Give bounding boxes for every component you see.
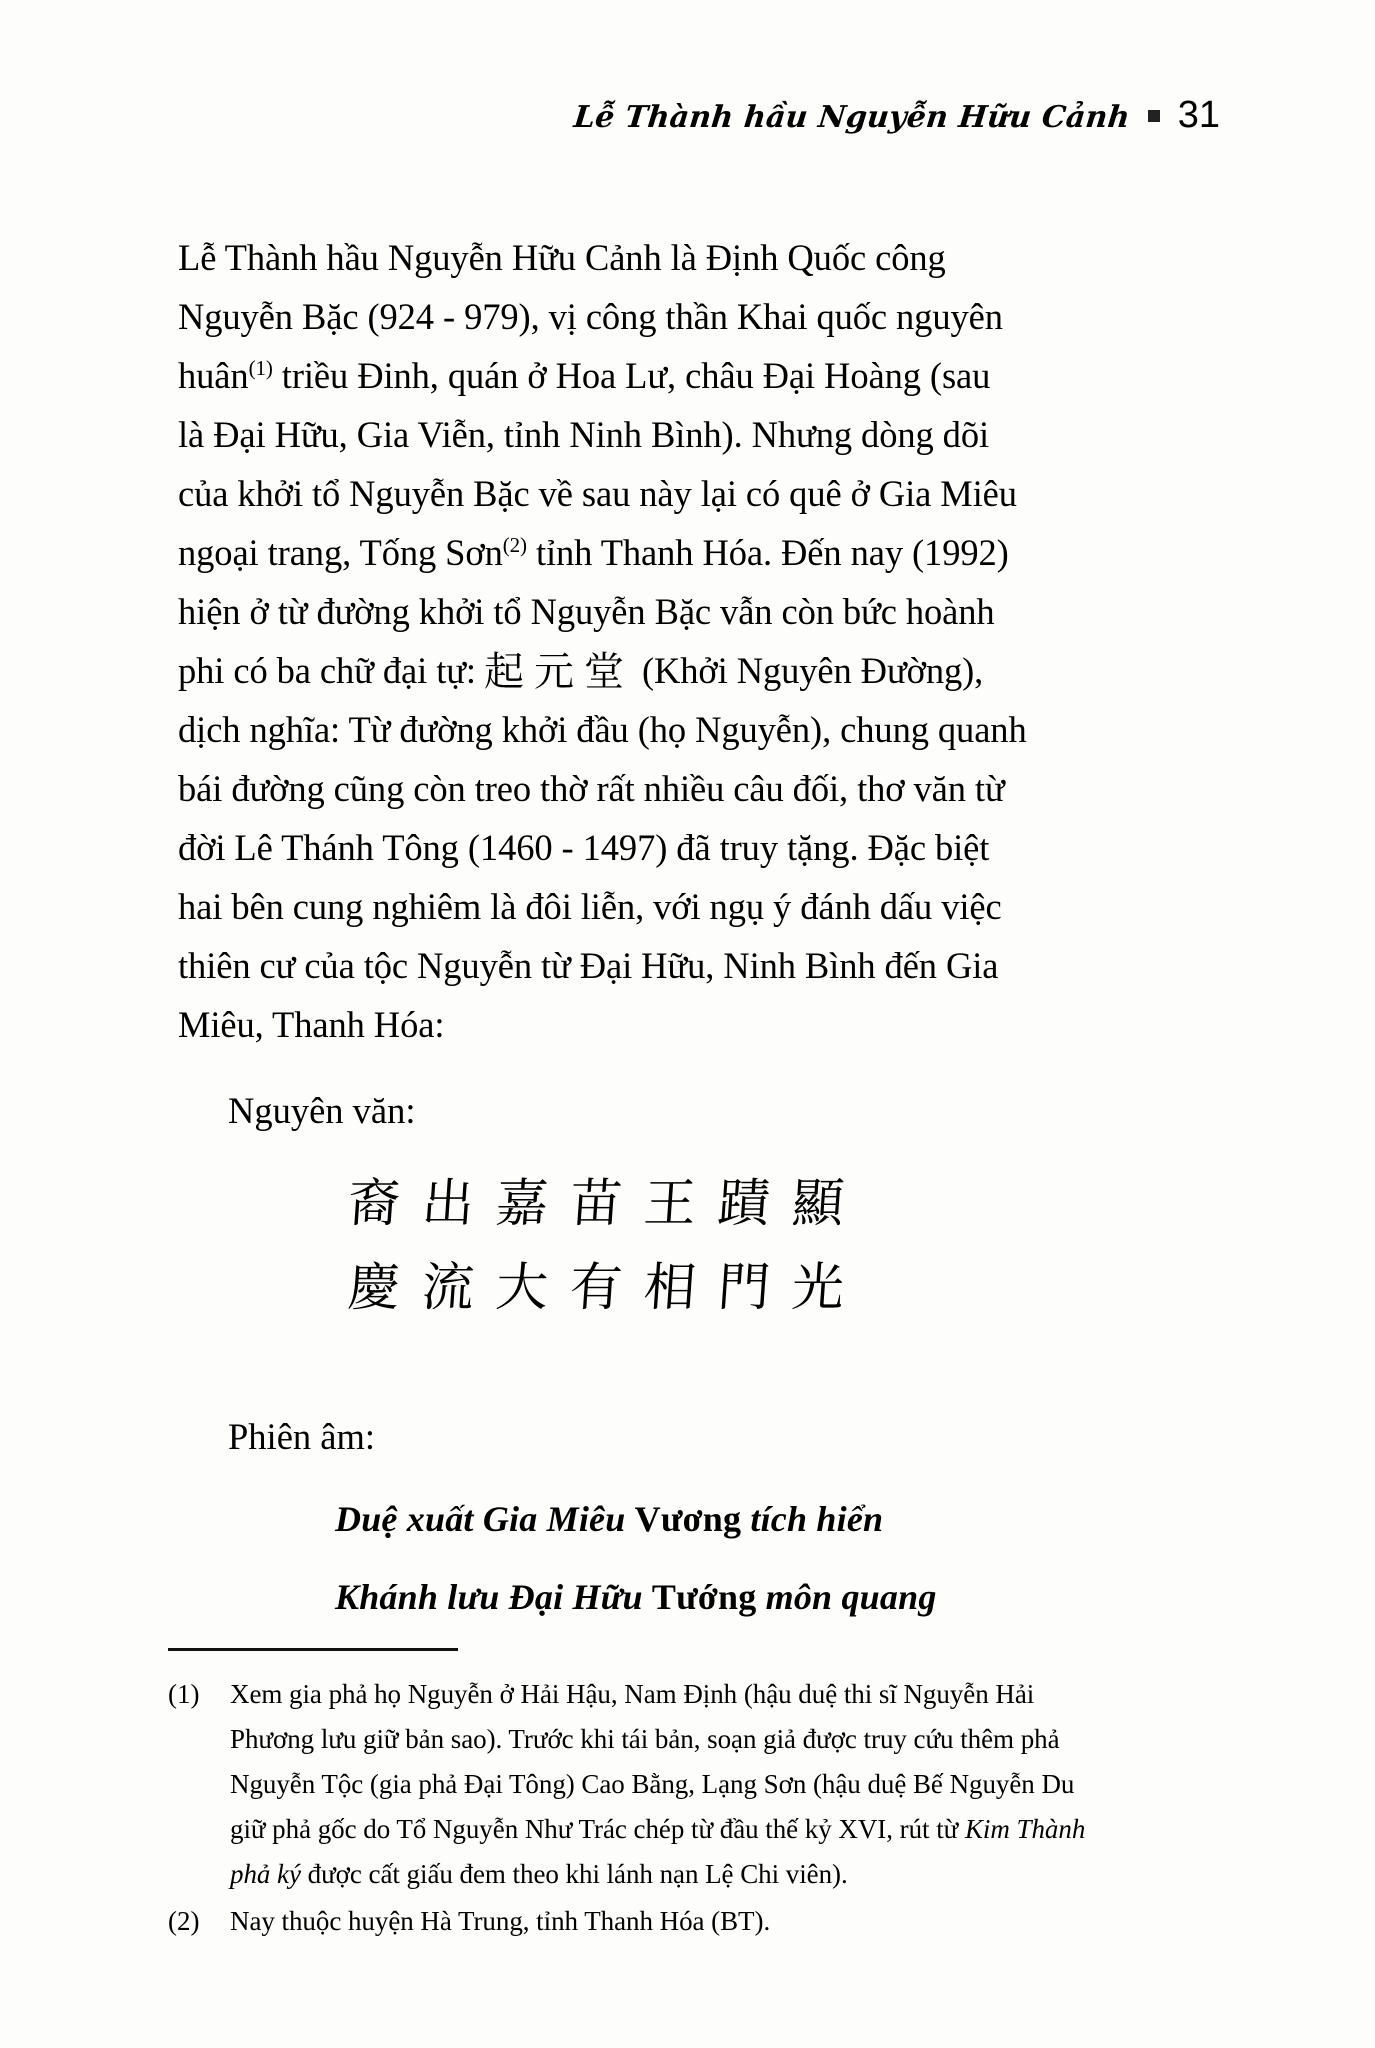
body-line: bái đường cũng còn treo thờ rất nhiều câu đối, thơ văn từ [178, 768, 1005, 809]
footnote-2 [168, 1899, 1228, 1944]
body-text [178, 228, 1223, 1054]
transliteration-block [335, 1480, 937, 1636]
footnote-line [230, 1807, 1228, 1852]
body-text-fragment: triều Đinh, quán ở Hoa Lư, châu Đại Hoàng (sau [281, 355, 991, 396]
footnote-text [230, 1672, 1228, 1897]
body-line-with-footnote-1 [178, 346, 1223, 405]
footnote-1 [168, 1672, 1228, 1897]
body-line-with-footnote-2 [178, 523, 1223, 582]
translit-fragment: môn quang [765, 1577, 937, 1617]
body-text-fragment: ngoại trang, Tống Sơn [178, 532, 503, 573]
footnote-marker: (1) [168, 1679, 200, 1709]
body-line: của khởi tổ Nguyễn Bặc về sau này lại có quê ở Gia Miêu [178, 473, 1017, 514]
body-line: đời Lê Thánh Tông (1460 - 1497) đã truy tặng. Đặc biệt [178, 827, 990, 868]
body-line: hai bên cung nghiêm là đôi liễn, với ngụ ý đánh dấu việc [178, 886, 1002, 927]
han-inscription-khoi-nguyen-duong: 起元堂 [483, 649, 634, 695]
footnote-title-italic: phả ký [230, 1859, 301, 1889]
running-head [0, 96, 1220, 135]
footnote-text [230, 1899, 1228, 1944]
footnote-ref-1[interactable]: (1) [248, 355, 273, 380]
body-line: thiên cư của tộc Nguyễn từ Đại Hữu, Ninh Bình đến Gia [178, 945, 999, 986]
body-line: hiện ở từ đường khởi tổ Nguyễn Bặc vẫn còn bức hoành [178, 591, 995, 632]
body-line: dịch nghĩa: Từ đường khởi đầu (họ Nguyễn), chung quanh [178, 709, 1027, 750]
footnote-line: Phương lưu giữ bản sao). Trước khi tái bản, soạn giả được truy cứu thêm phả [230, 1724, 1060, 1754]
body-line-with-han-inscription [178, 641, 1223, 700]
body-text-fragment: huân [178, 355, 249, 396]
han-couplet [345, 1162, 988, 1330]
body-text-fragment: (Khởi Nguyên Đường), [641, 650, 984, 691]
footnote-fragment: được cất giấu đem theo khi lánh nạn Lệ Chi viên). [300, 1859, 848, 1889]
footnote-marker: (2) [168, 1906, 200, 1936]
footnote-fragment: giữ phả gốc do Tổ Nguyễn Như Trác chép từ đầu thế kỷ XVI, rút từ [230, 1814, 965, 1844]
footnote-line: Nguyễn Tộc (gia phả Đại Tông) Cao Bằng, Lạng Sơn (hậu duệ Bế Nguyễn Du [230, 1769, 1075, 1799]
transliteration-line-2 [335, 1558, 937, 1636]
footnotes [168, 1672, 1228, 1946]
footnote-divider [168, 1648, 458, 1651]
body-text-fragment: tỉnh Thanh Hóa. Đến nay (1992) [535, 532, 1009, 573]
label-phien-am: Phiên âm: [228, 1416, 375, 1457]
body-text-fragment: phi có ba chữ đại tự: [178, 650, 476, 691]
transliteration-line-1 [335, 1480, 937, 1558]
square-bullet-icon [1148, 110, 1160, 122]
body-line: Lễ Thành hầu Nguyễn Hữu Cảnh là Định Quốc công [178, 237, 946, 278]
han-couplet-line-1: 裔出嘉苗王蹟顯 [345, 1174, 869, 1234]
translit-fragment-upright: Vương [634, 1499, 751, 1539]
body-line: Nguyễn Bặc (924 - 979), vị công thần Khai quốc nguyên [178, 296, 1003, 337]
body-line: là Đại Hữu, Gia Viễn, tỉnh Ninh Bình). Nhưng dòng dõi [178, 414, 990, 455]
label-nguyen-van: Nguyên văn: [228, 1090, 416, 1131]
translit-fragment: tích hiển [750, 1499, 884, 1539]
body-line: Miêu, Thanh Hóa: [178, 1004, 445, 1045]
footnote-line: Nay thuộc huyện Hà Trung, tỉnh Thanh Hóa (BT). [230, 1906, 771, 1936]
footnote-title-italic: Kim Thành [964, 1814, 1086, 1844]
footnote-ref-2[interactable]: (2) [502, 532, 527, 557]
footnote-line: Xem gia phả họ Nguyễn ở Hải Hậu, Nam Định (hậu duệ thi sĩ Nguyễn Hải [230, 1679, 1035, 1709]
translit-fragment-upright: Tướng [651, 1577, 766, 1617]
translit-fragment: Duệ xuất Gia Miêu [335, 1499, 635, 1539]
running-head-title: Lễ Thành hầu Nguyễn Hữu Cảnh [572, 100, 1132, 135]
translit-fragment: Khánh lưu Đại Hữu [335, 1577, 652, 1617]
page-number: 31 [1177, 94, 1220, 136]
han-couplet-line-2: 慶流大有相門光 [345, 1258, 869, 1318]
footnote-line [230, 1852, 1228, 1897]
